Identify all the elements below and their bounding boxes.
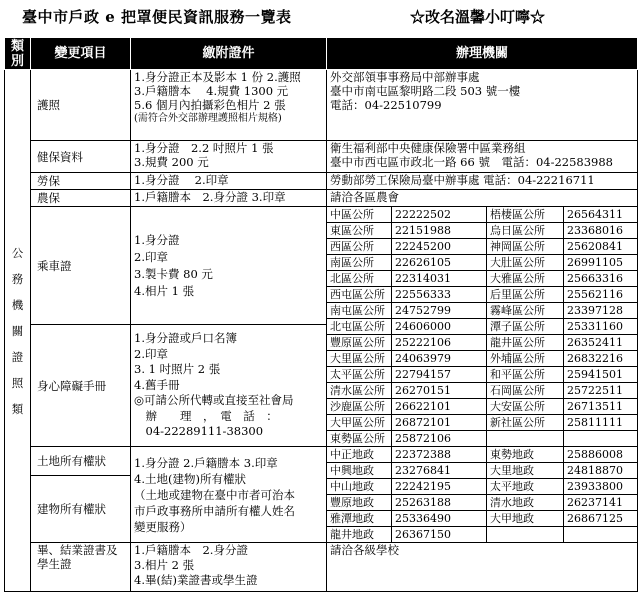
docs-labor: 1.身分證 2.印章	[131, 173, 327, 190]
column-header-category-line: 別	[10, 53, 24, 69]
office-name: 中區公所	[327, 207, 392, 223]
office-name: 霧峰區公所	[487, 303, 564, 319]
district-office-row	[327, 431, 637, 447]
column-header-agency: 辦理機關	[327, 38, 638, 70]
doc-line: 3.相片 2 張	[134, 558, 195, 572]
agency-line: 臺中市西屯區市政北一路 66 號 電話：04-22583988	[330, 155, 613, 169]
land-office-row	[327, 479, 637, 495]
item-disability: 身心障礙手冊	[31, 325, 131, 447]
agency-line: 外交部領事事務局中部辦事處	[330, 70, 480, 84]
office-phone: 26867125	[564, 511, 638, 527]
service-table	[4, 37, 638, 592]
office-name: 北屯區公所	[327, 319, 392, 335]
office-phone: 22626105	[392, 255, 487, 271]
doc-line: 3.規費 200 元	[134, 155, 209, 169]
doc-line: 2.印章	[134, 346, 168, 361]
district-office-row	[327, 319, 637, 335]
office-name	[487, 527, 564, 543]
agency-line: 電話：04-22510799	[330, 98, 442, 112]
office-phone: 26237141	[564, 495, 638, 511]
office-phone: 23368016	[564, 223, 638, 239]
office-name: 沙鹿區公所	[327, 399, 392, 415]
district-office-row	[327, 287, 637, 303]
office-phone: 25941501	[564, 367, 638, 383]
office-name: 西區公所	[327, 239, 392, 255]
office-name: 東勢區公所	[327, 431, 392, 447]
district-office-row	[327, 271, 637, 287]
doc-line: 4.舊手冊	[134, 377, 180, 392]
office-name: 新社區公所	[487, 415, 564, 431]
office-name: 大安區公所	[487, 399, 564, 415]
doc-line: 4.相片 1 張	[134, 283, 195, 298]
district-office-row	[327, 415, 637, 431]
office-phone: 22794157	[392, 367, 487, 383]
docs-graduate	[131, 543, 327, 592]
office-phone: 25620841	[564, 239, 638, 255]
doc-line: 辦 理 ， 電 話 ：	[134, 408, 278, 423]
category-char: 類	[11, 401, 24, 416]
category-char: 機	[11, 297, 24, 312]
agency-health	[327, 141, 638, 173]
office-name: 中山地政	[327, 479, 392, 495]
office-phone: 23276841	[392, 463, 487, 479]
item-building: 建物所有權狀	[31, 475, 131, 542]
office-phone: 26622101	[392, 399, 487, 415]
office-name: 神岡區公所	[487, 239, 564, 255]
doc-line: 1.身分證 2.2 吋照片 1 張	[134, 141, 274, 155]
land-office-row	[327, 495, 637, 511]
doc-line: 1.戶籍謄本 2.身分證	[134, 543, 248, 557]
item-graduate: 畢、結業證書及學生證	[31, 543, 131, 592]
office-phone: 24063979	[392, 351, 487, 367]
office-name: 和平區公所	[487, 367, 564, 383]
doc-line: 變更服務）	[134, 519, 192, 534]
docs-passport	[131, 70, 327, 141]
office-phone	[564, 527, 638, 543]
land-office-list	[327, 447, 638, 543]
docs-vehicle	[131, 207, 327, 325]
agency-line: 衛生福利部中央健康保險署中區業務組	[330, 141, 526, 155]
office-name: 中正地政	[327, 447, 392, 463]
office-name: 大甲地政	[487, 511, 564, 527]
category-label	[5, 70, 31, 592]
office-phone: 26270151	[392, 383, 487, 399]
office-phone: 24606000	[392, 319, 487, 335]
office-phone: 24752799	[392, 303, 487, 319]
office-name: 石岡區公所	[487, 383, 564, 399]
item-labor: 勞保	[31, 173, 131, 190]
office-phone: 24818870	[564, 463, 638, 479]
doc-line: 2.印章	[134, 249, 168, 264]
office-name: 豐原區公所	[327, 335, 392, 351]
category-char: 關	[11, 323, 24, 338]
agency-farmer: 請洽各區農會	[327, 190, 638, 207]
docs-health	[131, 141, 327, 173]
column-header-documents: 繳附證件	[131, 38, 327, 70]
district-office-row	[327, 367, 637, 383]
office-name: 烏日區公所	[487, 223, 564, 239]
office-name: 外埔區公所	[487, 351, 564, 367]
doc-line: 5.6 個月內拍攝彩色相片 2 張	[134, 98, 286, 112]
office-name: 雅潭地政	[327, 511, 392, 527]
doc-line: 市戶政事務所申請所有權人姓名	[134, 503, 295, 518]
office-phone: 25562116	[564, 287, 638, 303]
office-phone: 25872106	[392, 431, 487, 447]
office-name: 清水地政	[487, 495, 564, 511]
office-phone: 22314031	[392, 271, 487, 287]
office-phone: 22372388	[392, 447, 487, 463]
item-farmer: 農保	[31, 190, 131, 207]
office-name: 北區公所	[327, 271, 392, 287]
doc-line: 1.身分證 2.戶籍謄本 3.印章	[134, 455, 278, 470]
agency-graduate: 請洽各級學校	[327, 543, 638, 592]
office-phone: 22151988	[392, 223, 487, 239]
office-phone	[564, 431, 638, 447]
office-phone: 25811111	[564, 415, 638, 431]
office-name: 龍井區公所	[487, 335, 564, 351]
table-row-passport	[5, 70, 638, 141]
docs-land-building	[131, 447, 327, 543]
office-name: 豐原地政	[327, 495, 392, 511]
district-office-row	[327, 335, 637, 351]
category-char: 照	[11, 375, 24, 390]
district-office-row	[327, 351, 637, 367]
office-phone: 22222502	[392, 207, 487, 223]
office-name: 梧棲區公所	[487, 207, 564, 223]
agency-labor: 勞動部勞工保險局臺中辦事處 電話：04-22216711	[327, 173, 638, 190]
page-title: 臺中市戶政 e 把罩便民資訊服務一覽表	[22, 8, 292, 26]
office-phone: 22245200	[392, 239, 487, 255]
office-phone: 23397128	[564, 303, 638, 319]
office-phone: 26991105	[564, 255, 638, 271]
doc-line: (需符合外交部辦理護照相片規格)	[134, 113, 282, 124]
doc-line: 1.身分證或戶口名簿	[134, 331, 237, 346]
item-vehicle: 乘車證	[31, 207, 131, 325]
doc-line: 4.畢(結)業證書或學生證	[134, 573, 258, 587]
land-office-table	[327, 447, 637, 542]
item-passport: 護照	[31, 70, 131, 141]
category-char: 證	[11, 349, 24, 364]
office-phone: 25663316	[564, 271, 638, 287]
agency-line: 臺中市南屯區黎明路二段 503 號一樓	[330, 84, 521, 98]
district-office-row	[327, 223, 637, 239]
office-name: 后里區公所	[487, 287, 564, 303]
column-header-category-line: 類	[10, 38, 24, 54]
land-office-row	[327, 511, 637, 527]
office-name: 東區公所	[327, 223, 392, 239]
office-phone: 26872101	[392, 415, 487, 431]
office-name: 大肚區公所	[487, 255, 564, 271]
table-row-graduate	[5, 543, 638, 592]
doc-line: （土地或建物在臺中市者可治本	[134, 487, 295, 502]
office-phone: 26352411	[564, 335, 638, 351]
header-row	[5, 38, 638, 70]
district-office-list	[327, 207, 638, 447]
office-name: 潭子區公所	[487, 319, 564, 335]
office-phone: 25336490	[392, 511, 487, 527]
table-row-farmer	[5, 190, 638, 207]
land-office-row	[327, 463, 637, 479]
office-name: 大甲區公所	[327, 415, 392, 431]
office-name: 南屯區公所	[327, 303, 392, 319]
land-office-row	[327, 447, 637, 463]
office-phone: 22556333	[392, 287, 487, 303]
office-phone: 25722511	[564, 383, 638, 399]
page-note: ☆改名溫馨小叮嚀☆	[410, 8, 546, 26]
item-health: 健保資料	[31, 141, 131, 173]
office-name: 大里區公所	[327, 351, 392, 367]
table-row-labor	[5, 173, 638, 190]
office-phone: 25263188	[392, 495, 487, 511]
doc-line: 3.製卡費 80 元	[134, 266, 213, 281]
table-row-health	[5, 141, 638, 173]
table-row-vehicle	[5, 207, 638, 325]
office-phone: 25886008	[564, 447, 638, 463]
office-phone: 22242195	[392, 479, 487, 495]
office-phone: 26832216	[564, 351, 638, 367]
office-phone: 25331160	[564, 319, 638, 335]
doc-line: 1.身分證	[134, 232, 180, 247]
district-office-table	[327, 207, 637, 446]
office-phone: 26367150	[392, 527, 487, 543]
office-name: 大里地政	[487, 463, 564, 479]
item-land: 土地所有權狀	[31, 447, 131, 476]
office-name: 太平地政	[487, 479, 564, 495]
doc-line: 1.身分證正本及影本 1 份 2.護照	[134, 70, 301, 84]
column-header-category	[5, 38, 31, 70]
column-header-item: 變更項目	[31, 38, 131, 70]
office-name: 西屯區公所	[327, 287, 392, 303]
doc-line: 3.戶籍謄本 4.規費 1300 元	[134, 84, 289, 98]
office-name: 龍井地政	[327, 527, 392, 543]
office-name: 中興地政	[327, 463, 392, 479]
doc-line: 3. 1 吋照片 2 張	[134, 362, 221, 377]
docs-farmer: 1.戶籍謄本 2.身分證 3.印章	[131, 190, 327, 207]
office-name: 大雅區公所	[487, 271, 564, 287]
office-name: 太平區公所	[327, 367, 392, 383]
office-phone: 26713511	[564, 399, 638, 415]
category-char: 公	[11, 245, 24, 260]
office-name	[487, 431, 564, 447]
office-phone: 26564311	[564, 207, 638, 223]
category-char: 務	[11, 271, 24, 286]
district-office-row	[327, 239, 637, 255]
doc-line: ◎可請公所代轉或直接至社會局	[134, 393, 294, 408]
office-name: 清水區公所	[327, 383, 392, 399]
district-office-row	[327, 383, 637, 399]
office-phone: 23933800	[564, 479, 638, 495]
district-office-row	[327, 255, 637, 271]
office-name: 南區公所	[327, 255, 392, 271]
district-office-row	[327, 303, 637, 319]
agency-passport	[327, 70, 638, 141]
district-office-row	[327, 399, 637, 415]
land-office-row	[327, 527, 637, 543]
doc-line: 04-22289111-38300	[134, 424, 264, 439]
district-office-row	[327, 207, 637, 223]
table-row-land	[5, 447, 638, 476]
office-name: 東勢地政	[487, 447, 564, 463]
office-phone: 25222106	[392, 335, 487, 351]
doc-line: 4.土地(建物)所有權狀	[134, 471, 246, 486]
docs-disability	[131, 325, 327, 447]
